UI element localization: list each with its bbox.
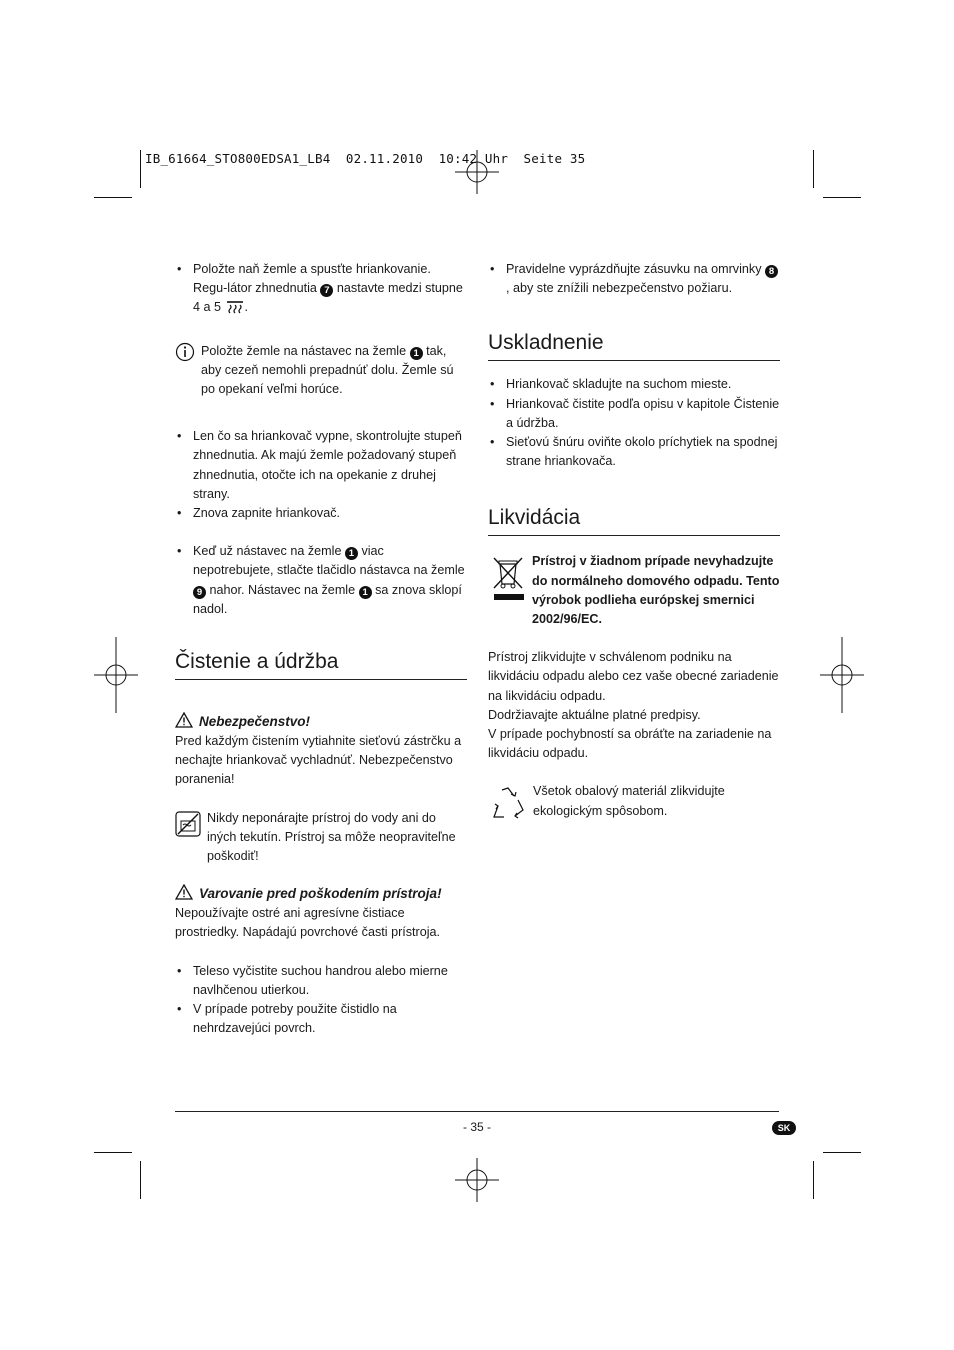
water-note: Nikdy neponárajte prístroj do vody ani do iných tekutín. Prístroj sa môže neopraviteľne poškodiť! xyxy=(175,809,467,867)
list-item: • V prípade potreby použite čistidlo na nehrdzavejúci povrch. xyxy=(175,1000,467,1038)
recycle-note: Všetok obalový materiál zlikvidujte ekologickým spôsobom. xyxy=(488,782,780,820)
crossed-bin-icon xyxy=(490,554,526,604)
language-badge: SK xyxy=(772,1121,796,1135)
footer-rule xyxy=(175,1111,779,1112)
disposal-text: Dodržiavajte aktuálne platné predpisy. xyxy=(488,707,701,722)
right-column xyxy=(488,260,780,821)
disposal-text: V prípade pochybností sa obráťte na zariadenie na likvidáciu odpadu. xyxy=(488,727,772,761)
print-slug: IB_61664_STO800EDSA1_LB4 02.11.2010 10:42 Uhr Seite 35 xyxy=(145,151,586,166)
list-item: • Len čo sa hriankovač vypne, skontrolujte stupeň zhnednutia. Ak majú žemle požadovaný stupeň zhnednutia, otočte ich na opekanie z druhej strany. xyxy=(175,427,467,504)
section-heading-cleaning: Čistenie a údržba xyxy=(175,649,467,680)
crop-mark xyxy=(823,1152,861,1153)
part-number-badge: 1 xyxy=(345,547,358,560)
crop-mark xyxy=(140,150,141,188)
left-column xyxy=(175,260,467,1038)
info-note: Položte žemle na nástavec na žemle 1 tak, aby cezeň nemohli prepadnúť dolu. Žemle sú po opekaní veľmi horúce. xyxy=(175,342,467,400)
list-item: • Položte naň žemle a spusťte hriankovanie. Regu-látor zhnednutia 7 nastavte medzi stupne 4 a 5 . xyxy=(175,260,467,318)
part-number-badge: 1 xyxy=(410,347,423,360)
part-number-badge: 1 xyxy=(359,586,372,599)
no-immersion-icon xyxy=(175,811,201,837)
danger-warning-text: Pred každým čistením vytiahnite sieťovú zástrčku a nechajte hriankovač vychladnúť. Nebezpečenstvo poranenia! xyxy=(175,734,462,787)
section-heading-disposal: Likvidácia xyxy=(488,505,780,536)
crop-mark xyxy=(813,1161,814,1199)
danger-warning-title: Nebezpečenstvo! xyxy=(175,712,467,732)
section-heading-storage: Uskladnenie xyxy=(488,330,780,361)
crop-mark xyxy=(813,150,814,188)
crop-mark xyxy=(94,197,132,198)
list-item: • Sieťovú šnúru oviňte okolo príchytiek na spodnej strane hriankovača. xyxy=(488,433,780,471)
damage-warning-title: Varovanie pred poškodením prístroja! xyxy=(175,884,467,904)
part-number-badge: 9 xyxy=(193,586,206,599)
list-item: • Keď už nástavec na žemle 1 viac nepotrebujete, stlačte tlačidlo nástavca na žemle 9 nahor. Nástavec na žemle 1 sa znova sklopí nadol. xyxy=(175,542,467,619)
crop-mark xyxy=(94,1152,132,1153)
page-number: - 35 - xyxy=(462,1120,491,1134)
info-icon xyxy=(175,342,195,362)
damage-warning-text: Nepoužívajte ostré ani agresívne čistiace prostriedky. Napádajú povrchové časti prístroja. xyxy=(175,906,441,940)
part-number-badge: 8 xyxy=(765,265,778,278)
registration-mark-icon xyxy=(455,1158,499,1202)
list-item: • Znova zapnite hriankovač. xyxy=(175,504,467,523)
disposal-text: Prístroj zlikvidujte v schválenom podniku na likvidáciu odpadu alebo cez vaše obecné zariadenie na likvidáciu odpadu. xyxy=(488,650,779,703)
registration-mark-icon xyxy=(820,637,864,713)
part-number-badge: 7 xyxy=(320,284,333,297)
crop-mark xyxy=(823,197,861,198)
list-item: • Pravidelne vyprázdňujte zásuvku na omrvinky 8, aby ste znížili nebezpečenstvo požiaru. xyxy=(488,260,780,298)
list-item: • Hriankovač čistite podľa opisu v kapitole Čistenie a údržba. xyxy=(488,395,780,433)
crop-mark xyxy=(140,1161,141,1199)
weee-note: Prístroj v žiadnom prípade nevyhadzujte do normálneho domového odpadu. Tento výrobok podlieha európskej smernici 2002/96/EC. xyxy=(488,552,780,629)
warning-triangle-icon xyxy=(175,712,193,728)
list-item: • Teleso vyčistite suchou handrou alebo mierne navlhčenou utierkou. xyxy=(175,962,467,1000)
heat-symbol-icon xyxy=(225,298,245,314)
warning-triangle-icon xyxy=(175,884,193,900)
registration-mark-icon xyxy=(94,637,138,713)
recycle-icon xyxy=(490,786,526,820)
list-item: • Hriankovač skladujte na suchom mieste. xyxy=(488,375,780,394)
